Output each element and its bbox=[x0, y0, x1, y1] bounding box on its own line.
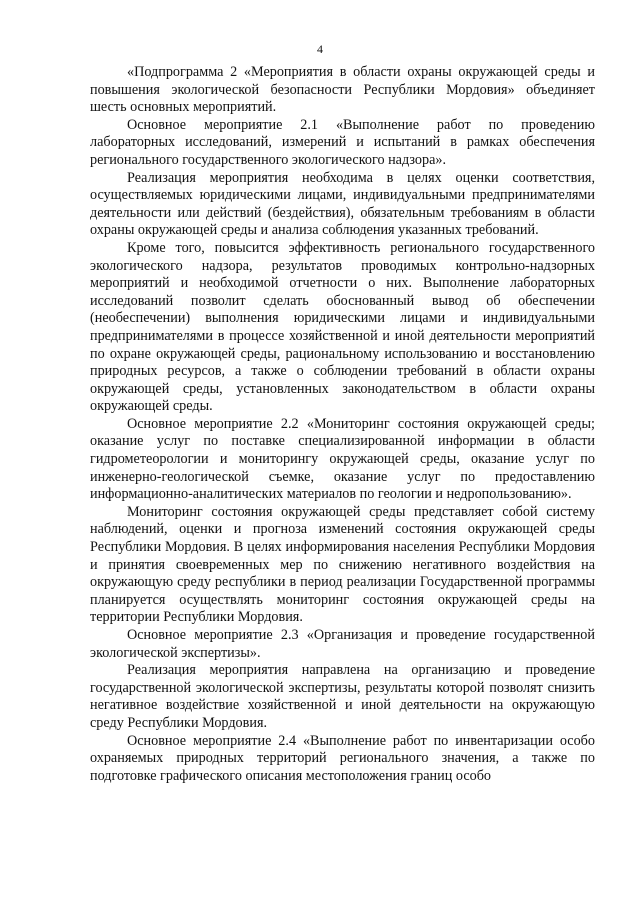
document-body bbox=[90, 64, 595, 785]
paragraph-measure-2-4: Основное мероприятие 2.4 «Выполнение работ по инвентаризации особо охраняемых природных территорий регионального значения, а также по подготовке графического описания местоположения границ особо bbox=[90, 732, 595, 784]
paragraph-measure-2-1-effect: Кроме того, повысится эффективность регионального государственного экологического надзора, результатов проводимых контрольно-надзорных мероприятий и необходимой отчетности о них. Выполнение лабораторных исследований позволит сделать обоснованный вывод об обеспечении (необеспечении) выполнения юридическими лицами и индивидуальными предпринимателями в процессе хозяйственной и иной деятельности мероприятий по охране окружающей среды, рациональному использованию и восстановлению природных ресурсов, а также о соблюдении требований в области охраны окружающей среды, установленных законодательством в области охраны окружающей среды. bbox=[90, 239, 595, 415]
paragraph-measure-2-1-purpose: Реализация мероприятия необходима в целях оценки соответствия, осуществляемых юридическими лицами, индивидуальными предпринимателями деятельности или действий (бездействия), обязательным требованиям в области охраны окружающей среды и анализа соблюдения указанных требований. bbox=[90, 169, 595, 239]
paragraph-subprogram-2-intro: «Подпрограмма 2 «Мероприятия в области охраны окружающей среды и повышения экологической безопасности Республики Мордовия» объединяет шесть основных мероприятий. bbox=[90, 64, 595, 116]
paragraph-measure-2-3-purpose: Реализация мероприятия направлена на организацию и проведение государственной экологической экспертизы, результаты которой позволят снизить негативное воздействие хозяйственной и иной деятельности на окружающую среду Республики Мордовия. bbox=[90, 662, 595, 731]
paragraph-measure-2-2: Основное мероприятие 2.2 «Мониторинг состояния окружающей среды; оказание услуг по поставке специализированной информации в области гидрометеорологии и мониторингу окружающей среды, оказание услуг по инженерно-геологической съемке, оказание услуг по предоставлению информационно-аналитических материалов по геологии и недропользованию». bbox=[90, 415, 595, 503]
paragraph-measure-2-1: Основное мероприятие 2.1 «Выполнение работ по проведению лабораторных исследований, измерений и испытаний в рамках обеспечения регионального государственного экологического надзора». bbox=[90, 116, 595, 168]
paragraph-measure-2-3: Основное мероприятие 2.3 «Организация и проведение государственной экологической экспертизы». bbox=[90, 627, 595, 661]
paragraph-monitoring: Мониторинг состояния окружающей среды представляет собой систему наблюдений, оценки и прогноза изменений состояния окружающей среды Республики Мордовия. В целях информирования населения Республики Мордовия и принятия своевременных мер по снижению негативного воздействия на окружающую среду республики в период реализации Государственной программы планируется осуществлять мониторинг состояния окружающей среды на территории Республики Мордовия. bbox=[90, 503, 595, 626]
page-number: 4 bbox=[317, 42, 323, 56]
